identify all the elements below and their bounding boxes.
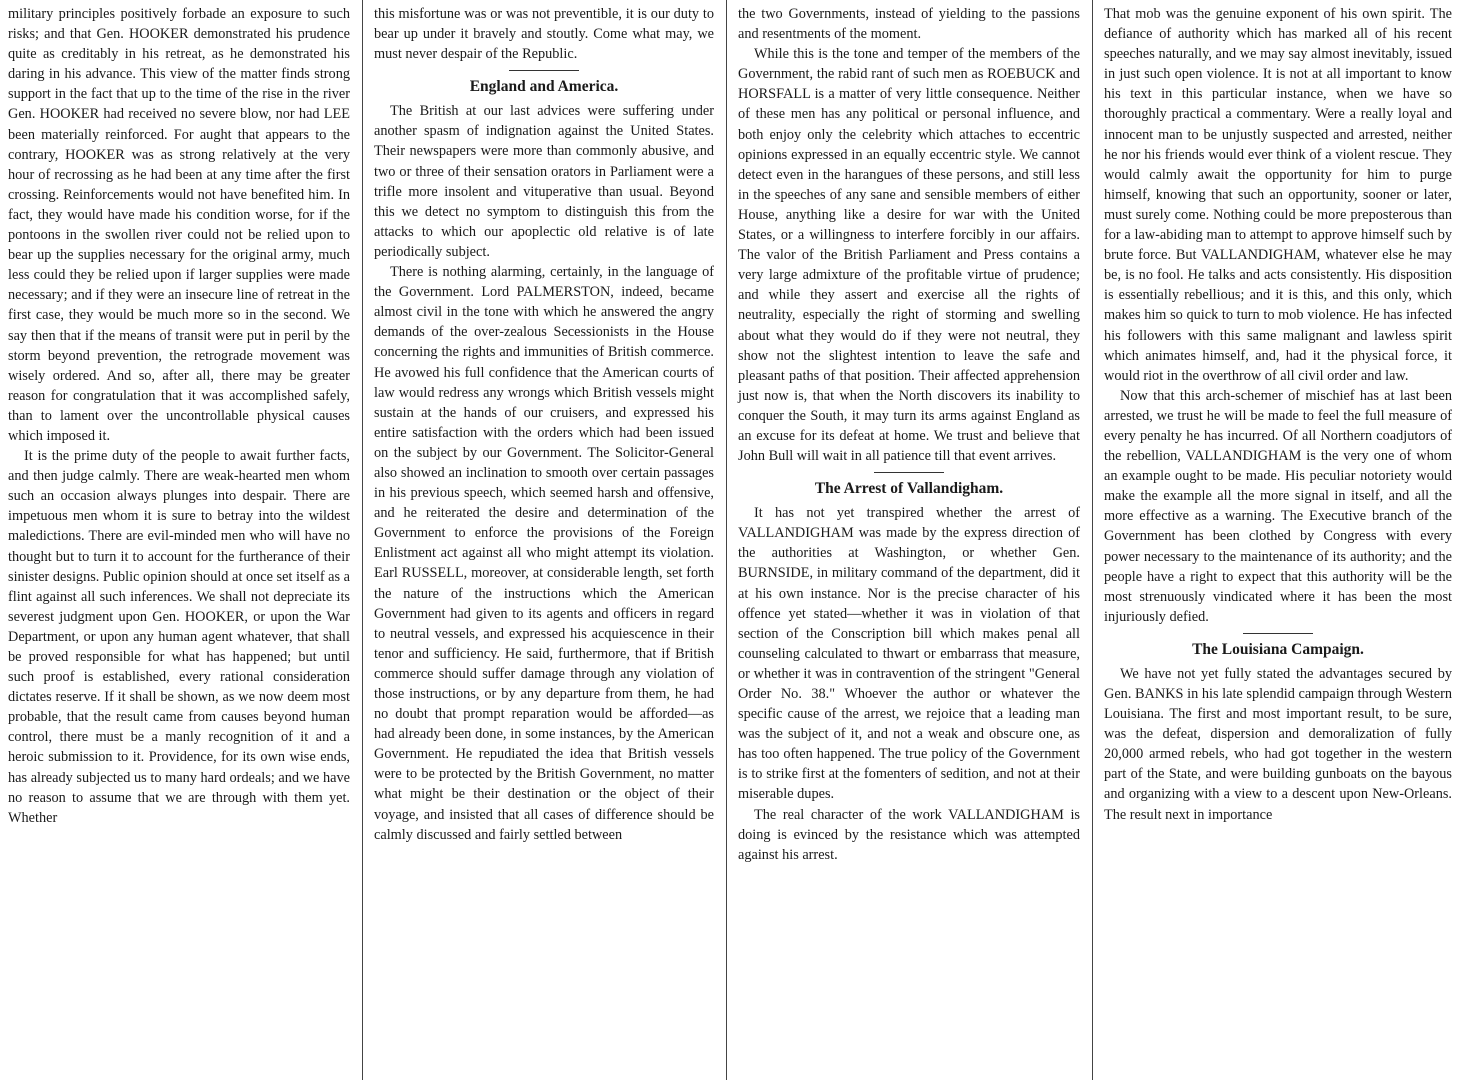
headline-arrest-of-vallandigham: The Arrest of Vallandigham.	[814, 480, 1004, 498]
article-paragraph: That mob was the genuine exponent of his own spirit. The defiance of authority which has marked all of his recent speeches naturally, and we may say almost inevitably, issued in just such open violence. It is not at all important to know his text in this particular instance, when we have so thoroughly practical a commentary. Were a really loyal and innocent man to be unjustly suspected and arrested, neither he nor his friends would ever think of a violent rescue. They would calmly await the opportunity for him to purge himself, knowing that such an opportunity, sooner or later, must surely come. Nothing could be more preposterous than for a law-abiding man to attempt to approve himself such by brute force. But VALLANDIGHAM, whatever else he may be, is no fool. He talks and acts consistently. His disposition is essentially rebellious; and it is this, and this only, which makes him so quick to turn to mob violence. He has infected his followers with this same malignant and lawless spirit which animates himself, and, had it the physical force, it would riot in the overthrow of all civil order and law.	[1104, 6, 1452, 384]
column-rule	[1092, 0, 1093, 1080]
column-1	[0, 0, 358, 1080]
column-rule	[362, 0, 363, 1080]
article-paragraph: We have not yet fully stated the advantages secured by Gen. BANKS in his late splendid campaign through Western Louisiana. The first and most important result, to be sure, was the defeat, dispersion and demoralization of fully 20,000 armed rebels, who had got together in the western part of the State, and were building gunboats on the bayous and organizing with a view to a descent upon New-Orleans. The result next in importance	[1104, 665, 1452, 823]
column-2	[366, 0, 722, 1080]
column-rule	[726, 0, 727, 1080]
article-paragraph: It is the prime duty of the people to await further facts, and then judge calmly. There are weak-hearted men whom such an occasion always plunges into despair. There are impetuous men whom it is sure to betray into the wildest maledictions. There are evil-minded men who will have no thought but to turn it to account for the furtherance of their sinister designs. Public opinion should at once set itself as a flint against all such inferences. We shall not depreciate its severest judgment upon Gen. HOOKER, or upon the War Department, or upon any human agent whatever, that shall be proved responsible for what has happened; but until such proof is established, every rational consideration dictates reserve. If it shall be shown, as we now deem most probable, that the result came from causes beyond human control, there must be a manly recognition of it and a heroic submission to it. Providence, for its own wise ends, has already subjected us to many hard ordeals; and we have no reason to assume that we are through with them yet. Whether	[8, 448, 350, 826]
article-paragraph: There is nothing alarming, certainly, in the language of the Government. Lord PALMERSTON, indeed, became almost civil in the tone with which he answered the angry demands of the over-zealous Secessionists in the House concerning the rights and immunities of British commerce. He avowed his full confidence that the American courts of law would redress any wrongs which British vessels might sustain at the hands of our cruisers, and expressed his entire satisfaction with the orders which had been issued on the subject by our Government. The Solicitor-General also showed an inclination to smooth over certain passages in his previous speech, which seemed harsh and offensive, and he reiterated the desire and determination of the Government to enforce the provisions of the Foreign Enlistment act against all who might attempt its violation. Earl RUSSELL, moreover, at considerable length, set forth the nature of the instructions which the American Government had given to its agents and officers in regard to neutral vessels, and expressed his acquiescence in their tenor and sufficiency. He said, furthermore, that if British commerce should suffer damage through any violation of those instructions, or by any departure from them, he had no doubt that prompt reparation would be afforded—as had already been done, in some instances, by the American Government. He repudiated the idea that British vessels were to be protected by the British Government, no matter what might be their destination or the object of their voyage, and insisted that all cases of difference should be calmly discussed and fairly settled between	[374, 264, 714, 843]
headline-england-and-america: England and America.	[469, 78, 619, 96]
article-paragraph: The real character of the work VALLANDIGHAM is doing is evinced by the resistance which was attempted against his arrest.	[738, 806, 1080, 863]
article-paragraph: this misfortune was or was not preventible, it is our duty to bear up under it bravely and stoutly. Come what may, we must never despair of the Republic.	[374, 6, 714, 63]
article-paragraph: Now that this arch-schemer of mischief has at last been arrested, we trust he will be made to feel the full measure of every penalty he has incurred. Of all Northern coadjutors of the rebellion, VALLANDIGHAM is the very one of whom an example ought to be made. His peculiar notoriety would make the example all the more signal in itself, and all the more effective as a warning. The Executive branch of the Government has been clothed by Congress with every power necessary to the maintenance of its authority; and the people have a right to expect that this authority will be the most strenuously vindicated where it has been the most injuriously defied.	[1104, 387, 1452, 625]
article-paragraph: While this is the tone and temper of the members of the Government, the rabid rant of such men as ROEBUCK and HORSFALL is a matter of very little consequence. Neither of these men has any political or personal influence, and both enjoy only the celebrity which attaches to eccentric opinions expressed in an equally eccentric style. We cannot detect even in the harangues of these persons, and still less in the speeches of any sane and sensible members of either House, anything like a desire for war with the United States, or a willingness to interfere forcibly in our affairs. The valor of the British Parliament and Press contains a very large admixture of the profitable virtue of prudence; and while they assert and exercise all the rights of neutrality, especially the right of storming and swelling about what they would do if they were not neutral, they show not the slightest intention to leave the safe and pleasant paths of that position. Their affected apprehension just now is, that when the North discovers its inability to conquer the South, it may turn its arms against England as an excuse for its defeat at home. We trust and believe that John Bull will wait in all patience till that event arrives.	[738, 46, 1080, 465]
column-4	[1096, 0, 1460, 1080]
headline-separator	[874, 472, 944, 473]
headline-separator	[1243, 633, 1313, 634]
article-paragraph: military principles positively forbade an exposure to such risks; and that Gen. HOOKER demonstrated his prudence quite as creditably in his retreat, as he demonstrated his daring in his advance. This view of the matter finds strong support in the fact that up to the time of the rise in the river Gen. HOOKER had received no severe blow, nor had LEE been materially reinforced. For aught that appears to the contrary, HOOKER was as strong relatively at the very hour of recrossing as he had been at any time after the first crossing. Reinforcements would not have benefited him. In fact, they would have made his condition worse, for if the pontoons in the swollen river could not be relied upon to bear up the supplies necessary for the original army, much less could they be relied upon if larger supplies were made necessary; and if they were an insecure line of retreat in the first case, they would be much more so in the second. We say then that if the means of transit were put in peril by the storm beyond prevention, the retrograde movement was wisely ordered. And so, after all, there may be greater reason for congratulation that it was accomplished safely, than to lament over the uncontrollable physical causes which imposed it.	[8, 6, 350, 444]
article-paragraph: The British at our last advices were suffering under another spasm of indignation against the United States. Their newspapers were more than commonly abusive, and two or three of their sensation orators in Parliament were a trifle more insolent and vituperative than usual. Beyond this we detect no symptom to distinguish this from the attacks to which our apoplectic old relative is of late periodically subject.	[374, 103, 714, 260]
headline-louisiana-campaign: The Louisiana Campaign.	[1192, 640, 1364, 658]
article-paragraph: It has not yet transpired whether the arrest of VALLANDIGHAM was made by the express direction of the authorities at Washington, or whether Gen. BURNSIDE, in military command of the department, did it at his own instance. Nor is the precise character of his offence yet stated—whether it was in violation of that section of the Conscription bill which makes penal all counseling calculated to thwart or embarrass that measure, or whether it was in contravention of the stringent "General Order No. 38." Whoever the author or whatever the specific cause of the arrest, we rejoice that a leading man was the subject of it, and not a weak and obscure one, as has too often happened. The true policy of the Government is to strike first at the fomenters of sedition, and not at their miserable dupes.	[738, 505, 1080, 803]
headline-separator	[509, 70, 579, 71]
column-3	[730, 0, 1088, 1080]
article-paragraph: the two Governments, instead of yielding to the passions and resentments of the moment.	[738, 6, 1080, 43]
